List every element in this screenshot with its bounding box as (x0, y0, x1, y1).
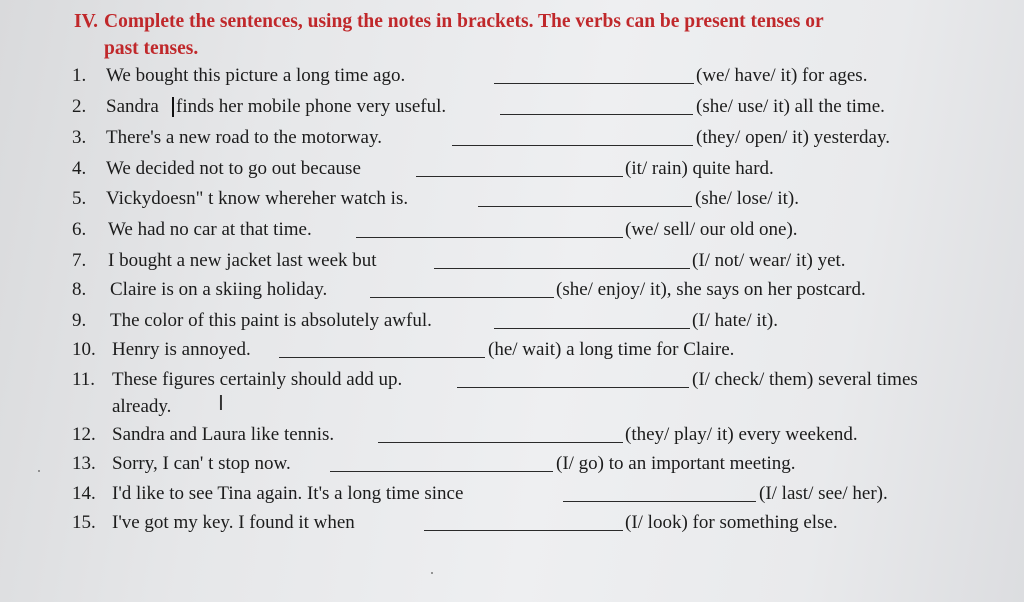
item-sentence: The color of this paint is absolutely awful. (110, 310, 432, 331)
item-number: 7. (72, 250, 87, 271)
item-note: (she/ lose/ it). (695, 188, 799, 209)
item-number: 8. (72, 279, 87, 300)
item-number: 3. (72, 127, 87, 148)
answer-blank[interactable] (494, 83, 694, 84)
text-cursor-icon: I (218, 391, 224, 415)
answer-blank[interactable] (457, 387, 689, 388)
exercise-number: IV. (74, 11, 99, 32)
item-number: 10. (72, 339, 96, 360)
answer-blank[interactable] (356, 237, 623, 238)
item-note: (she/ use/ it) all the time. (696, 96, 885, 117)
item-sentence-part2: finds her mobile phone very useful. (176, 96, 447, 117)
item-sentence-part1: Sandra (106, 96, 159, 117)
answer-blank[interactable] (370, 297, 554, 298)
item-sentence: I've got my key. I found it when (112, 512, 355, 533)
item-note: (they/ open/ it) yesterday. (696, 127, 890, 148)
speck (38, 470, 40, 472)
exercise-heading (74, 8, 974, 62)
item-sentence: We had no car at that time. (108, 219, 312, 240)
item-number: 11. (72, 369, 96, 390)
exercise-title-line2: past tenses. (104, 38, 199, 59)
answer-blank[interactable] (434, 268, 690, 269)
item-sentence: Sandra and Laura like tennis. (112, 424, 335, 445)
answer-blank[interactable] (452, 145, 693, 146)
answer-blank[interactable] (424, 530, 623, 531)
item-sentence: Vickydoesn" t know whereher watch is. (106, 188, 409, 209)
item-sentence-continuation: already. (112, 396, 172, 417)
item-note: (I/ check/ them) several times (692, 369, 918, 390)
item-note: (she/ enjoy/ it), she says on her postcard. (556, 279, 866, 300)
item-number: 12. (72, 424, 96, 445)
item-note: (I/ hate/ it). (692, 310, 778, 331)
item-sentence: We decided not to go out because (106, 158, 361, 179)
answer-blank[interactable] (330, 471, 553, 472)
item-sentence: I'd like to see Tina again. It's a long time since (112, 483, 464, 504)
item-number: 6. (72, 219, 87, 240)
item-note: (we/ sell/ our old one). (625, 219, 798, 240)
item-sentence: Sorry, I can' t stop now. (112, 453, 291, 474)
item-note: (I/ look) for something else. (625, 512, 838, 533)
item-note: (it/ rain) quite hard. (625, 158, 774, 179)
answer-blank[interactable] (378, 442, 623, 443)
item-sentence: I bought a new jacket last week but (108, 250, 377, 271)
answer-blank[interactable] (500, 114, 693, 115)
item-number: 2. (72, 96, 87, 117)
item-note: (I/ not/ wear/ it) yet. (692, 250, 846, 271)
item-number: 9. (72, 310, 87, 331)
speck (431, 572, 433, 574)
item-note: (he/ wait) a long time for Claire. (488, 339, 735, 360)
answer-blank[interactable] (478, 206, 692, 207)
answer-blank[interactable] (416, 176, 623, 177)
item-number: 5. (72, 188, 87, 209)
item-number: 1. (72, 65, 87, 86)
answer-blank[interactable] (279, 357, 485, 358)
item-number: 15. (72, 512, 96, 533)
item-number: 4. (72, 158, 87, 179)
item-note: (I/ go) to an important meeting. (556, 453, 796, 474)
item-note: (I/ last/ see/ her). (759, 483, 888, 504)
item-note: (we/ have/ it) for ages. (696, 65, 868, 86)
answer-blank[interactable] (563, 501, 756, 502)
item-sentence: These figures certainly should add up. (112, 369, 403, 390)
item-sentence: Claire is on a skiing holiday. (110, 279, 328, 300)
item-number: 13. (72, 453, 96, 474)
item-sentence: There's a new road to the motorway. (106, 127, 383, 148)
item-note: (they/ play/ it) every weekend. (625, 424, 858, 445)
item-sentence: We bought this picture a long time ago. (106, 65, 406, 86)
exercise-title-line1: Complete the sentences, using the notes in brackets. The verbs can be present tenses or (104, 11, 824, 32)
item-sentence: Henry is annoyed. (112, 339, 251, 360)
text-caret (172, 97, 174, 117)
item-number: 14. (72, 483, 96, 504)
answer-blank[interactable] (494, 328, 690, 329)
